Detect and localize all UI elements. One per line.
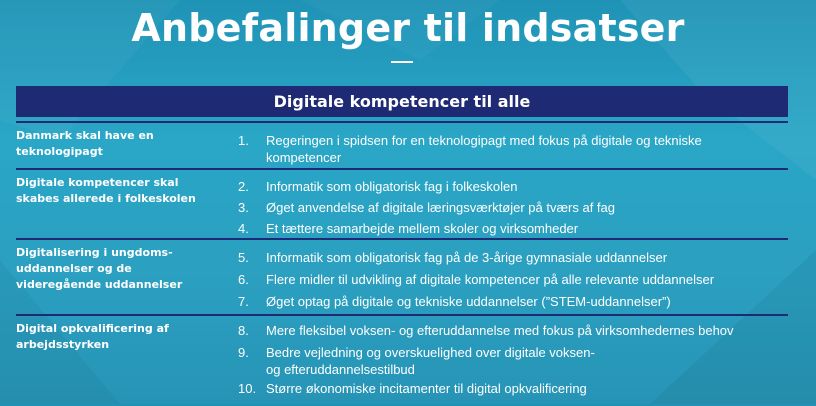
item-number: 7.	[238, 294, 249, 309]
item-text: Øget optag på digitale og tekniske uddannelser (”STEM-uddannelser”)	[266, 294, 671, 309]
section-label: Digital opkvalificering af arbejdsstyrken	[16, 322, 169, 351]
section-teknologipagt	[16, 121, 788, 170]
item-number: 5.	[238, 250, 249, 265]
section-label: Digitale kompetencer skal skabes allerede i folkeskolen	[16, 176, 196, 205]
item-text: Et tættere samarbejde mellem skoler og virksomheder	[266, 221, 579, 236]
item-number: 10.	[238, 381, 257, 396]
title-divider	[391, 61, 413, 63]
section-label: Danmark skal have en teknologipagt	[16, 129, 154, 158]
item-number: 6.	[238, 272, 249, 287]
section-opkvalificering	[16, 314, 788, 406]
item-number: 8.	[238, 323, 249, 338]
item-text: Informatik som obligatorisk fag på de 3-årige gymnasiale uddannelser	[266, 250, 668, 265]
section-label: Digitalisering i ungdoms- uddannelser og de videregående uddannelser	[16, 246, 183, 291]
item-text: Bedre vejledning og overskuelighed over digitale voksen- og efteruddannelsestilbud	[266, 345, 595, 377]
item-number: 4.	[238, 221, 249, 236]
item-text: Mere fleksibel voksen- og efteruddannelse med fokus på virksomhedernes behov	[266, 323, 734, 338]
item-text: Flere midler til udvikling af digitale kompetencer på alle relevante uddannelser	[266, 272, 715, 287]
item-number: 3.	[238, 200, 249, 215]
item-text: Informatik som obligatorisk fag i folkeskolen	[266, 179, 518, 194]
section-folkeskolen	[16, 168, 788, 240]
item-number: 2.	[238, 179, 249, 194]
item-number: 9.	[238, 345, 249, 360]
item-text: Regeringen i spidsen for en teknologipagt med fokus på digitale og tekniske kompetencer	[266, 133, 702, 165]
item-text: Øget anvendelse af digitale læringsværktøjer på tværs af fag	[266, 200, 616, 215]
item-text: Større økonomiske incitamenter til digital opkvalificering	[266, 381, 587, 396]
item-number: 1.	[238, 133, 249, 148]
page-title: Anbefalinger til indsatser	[131, 6, 685, 50]
section-banner: Digitale kompetencer til alle	[16, 86, 788, 117]
section-ungdomsuddannelser	[16, 238, 788, 316]
